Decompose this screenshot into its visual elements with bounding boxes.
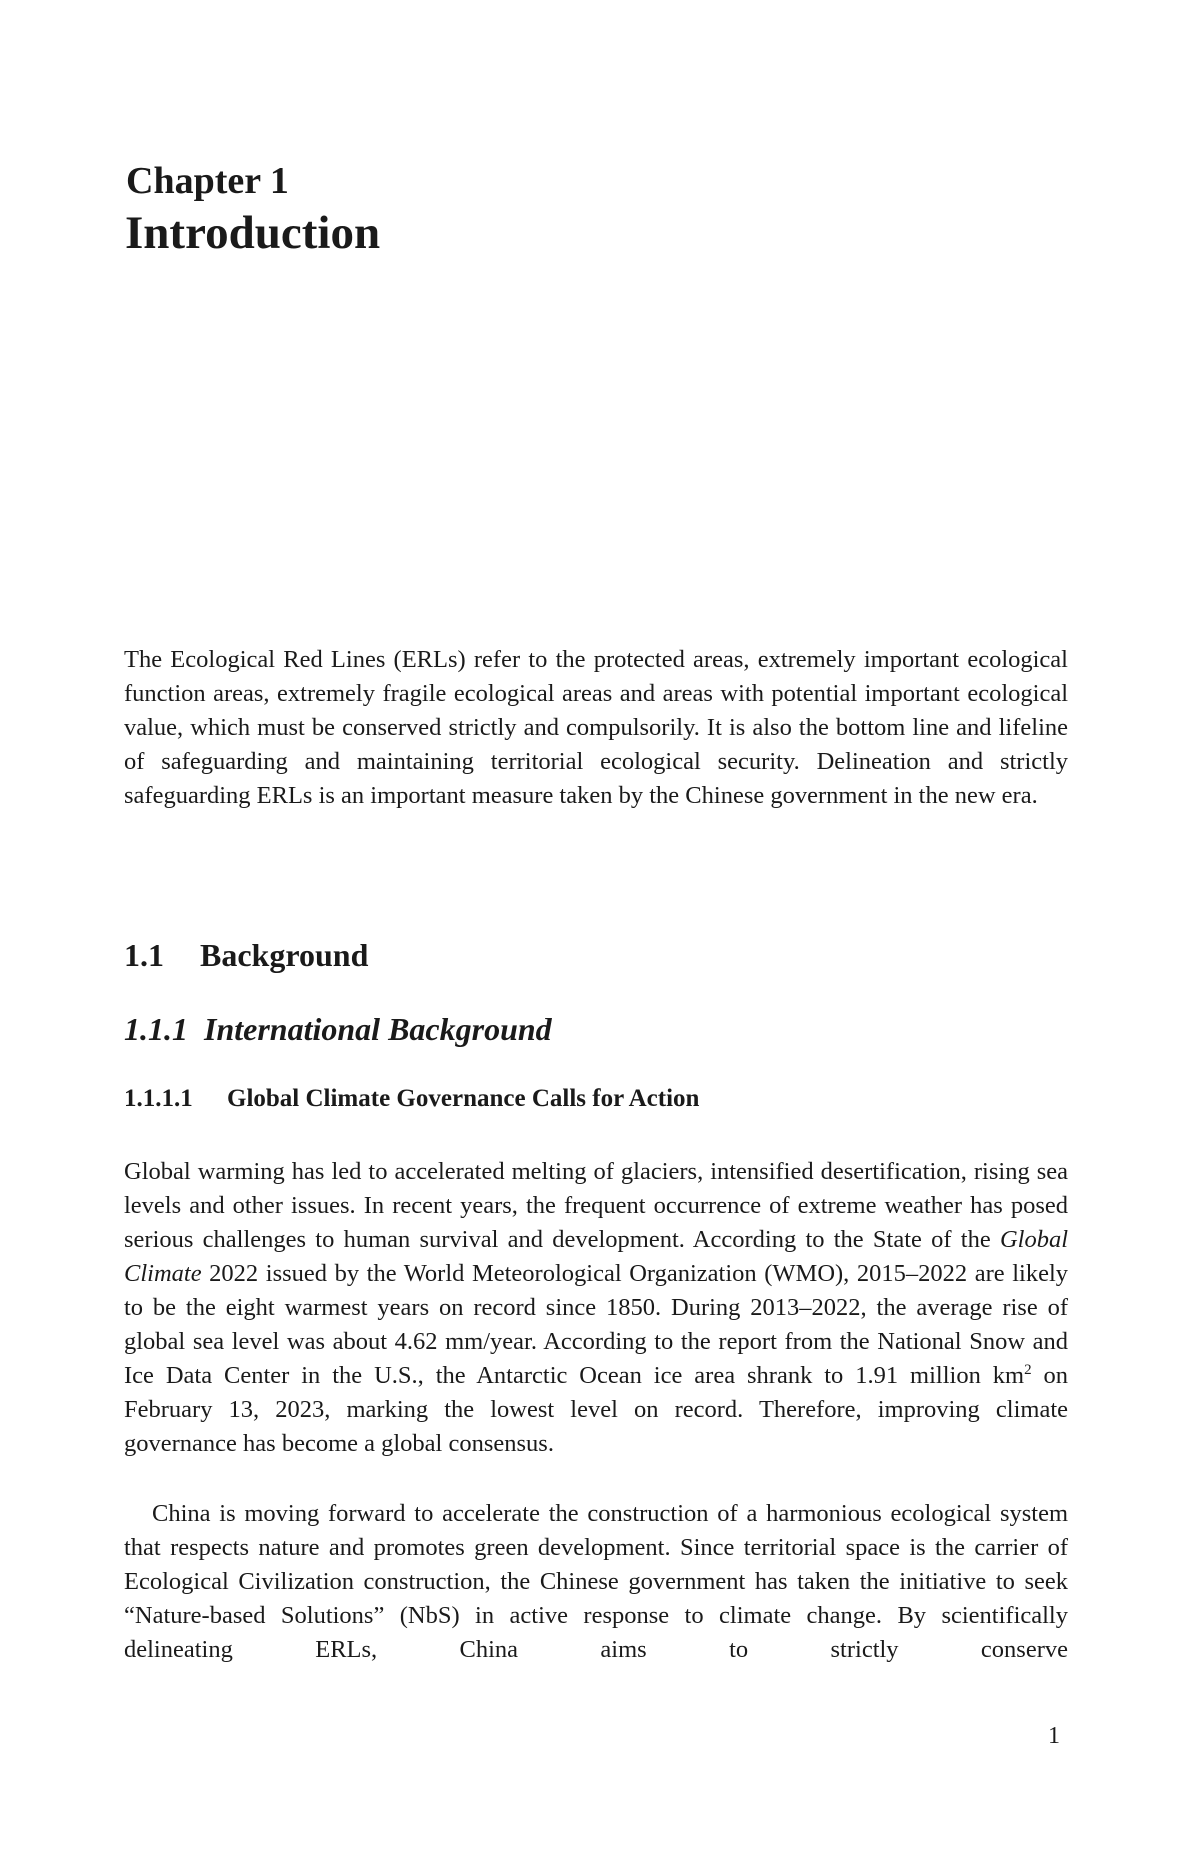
superscript-2: 2 [1024,1361,1032,1378]
subsection-title: International Background [204,1011,552,1047]
paragraph-china-nbs: China is moving forward to accelerate the construction of a harmonious ecological system that respects nature and promotes green development. Since territorial space is the carrier of Ecological Civilization construction, the Chinese government has taken the initiative to seek “Nature-based Solutions” (NbS) in active response to climate change. By scientifically delineating ERLs, China aims to strictly conserve [124,1500,1068,1663]
section-number: 1.1 [124,937,164,973]
paragraph-1-text-a: Global warming has led to accelerated melting of glaciers, intensified desertification, rising sea levels and other issues. In recent years, the frequent occurrence of extreme weather has posed serious challenges to human survival and development. According to the State of the [124,1158,1068,1253]
section-heading [124,935,368,975]
paragraph-1-text-b: 2022 issued by the World Meteorological Organization (WMO), 2015–2022 are likely to be the eight warmest years on record since 1850. During 2013–2022, the average rise of global sea level was about 4.62 mm/year. According to the report from the National Snow and Ice Data Center in the U.S., the Antarctic Ocean ice area shrank to 1.91 million km [124,1260,1068,1389]
chapter-label: Chapter 1 [126,160,289,202]
subsubsection-number: 1.1.1.1 [124,1085,193,1112]
section-title: Background [200,937,369,973]
subsubsection-heading [124,1083,699,1115]
paragraph-1-text-c: on February 13, 2023, marking the lowest level on record. Therefore, improving climate governance has become a global consensus. [124,1362,1068,1457]
subsection-heading [124,1009,552,1049]
subsection-number: 1.1.1 [124,1011,188,1047]
page-number: 1 [1048,1723,1060,1749]
chapter-title: Introduction [125,207,381,259]
intro-paragraph: The Ecological Red Lines (ERLs) refer to the protected areas, extremely important ecological function areas, extremely fragile ecological areas and areas with potential important ecological value, which must be conserved strictly and compulsorily. It is also the bottom line and lifeline of safeguarding and maintaining territorial ecological security. Delineation and strictly safeguarding ERLs is an important measure taken by the Chinese government in the new era. [124,646,1068,809]
paragraph-1-italic-title: Global Climate [124,1226,1068,1287]
subsubsection-title: Global Climate Governance Calls for Action [227,1085,700,1112]
paragraph-global-warming [124,1155,1068,1461]
